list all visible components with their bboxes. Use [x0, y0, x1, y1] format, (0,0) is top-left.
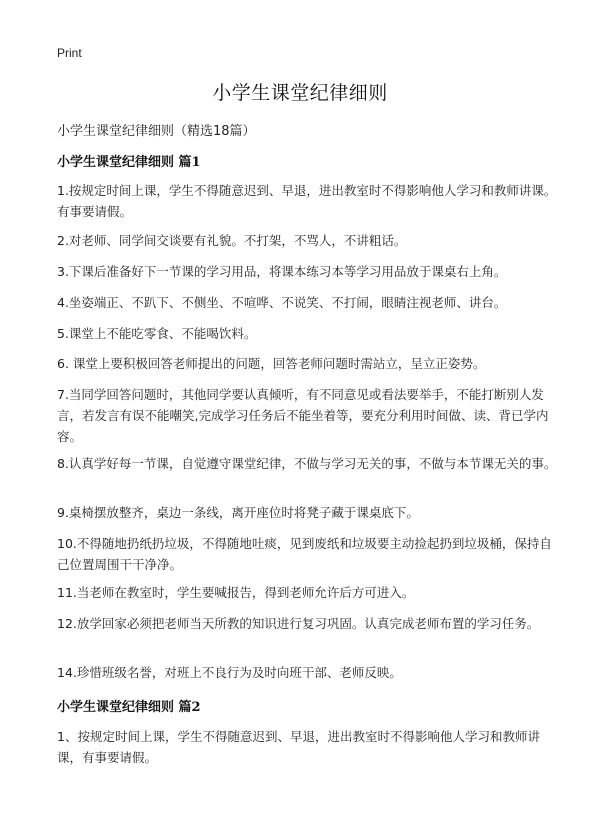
rule-item: 2.对老师、同学间交谈要有礼貌。不打架，不骂人，不讲粗话。	[57, 233, 407, 248]
section-heading-1: 小学生课堂纪律细则 篇1	[57, 155, 201, 170]
rule-item: 10.不得随地扔纸扔垃圾，不得随地吐痰，见到废纸和垃圾要主动捡起扔到垃圾桶，保持自己位置周围干干净净。	[57, 536, 552, 572]
document-subtitle: 小学生课堂纪律细则（精选18篇）	[57, 124, 256, 139]
rule-item: 9.桌椅摆放整齐，桌边一条线，离开座位时将凳子藏于课桌底下。	[57, 505, 419, 520]
rule-item: 7.当同学回答问题时，其他同学要认真倾听，有不同意见或看法要举手，不能打断别人发言，若发言有误不能嘲笑,完成学习任务后不能坐着等，要充分利用时间做、读、背已学内容。	[57, 387, 549, 444]
rule-item: 12.放学回家必须把老师当天所教的知识进行复习巩固。认真完成老师布置的学习任务。	[57, 616, 540, 631]
rule-item: 8.认真学好每一节课，自觉遵守课堂纪律，不做与学习无关的事，不做与本节课无关的事。	[57, 456, 557, 471]
rule-item: 4.坐姿端正、不趴下、不侧坐、不喧哗、不说笑、不打闹，眼睛注视老师、讲台。	[57, 295, 507, 310]
print-link[interactable]: Print	[57, 46, 82, 60]
rule-item: 1.按规定时间上课，学生不得随意迟到、早退，进出教室时不得影响他人学习和教师讲课。有事要请假。	[57, 183, 557, 219]
rule-item: 3.下课后准备好下一节课的学习用品，将课本练习本等学习用品放于课桌右上角。	[57, 264, 507, 279]
section-heading-2: 小学生课堂纪律细则 篇2	[57, 700, 201, 715]
rule-item: 1、按规定时间上课，学生不得随意迟到、早退，进出教室时不得影响他人学习和教师讲课，有事要请假。	[57, 729, 540, 765]
rule-item: 6. 课堂上要积极回答老师提出的问题，回答老师问题时需站立，呈立正姿势。	[57, 356, 486, 371]
rule-item: 11.当老师在教室时，学生要喊报告，得到老师允许后方可进入。	[57, 585, 415, 600]
page-title: 小学生课堂纪律细则	[212, 82, 388, 104]
rule-item: 14.珍惜班级名誉，对班上不良行为及时向班干部、老师反映。	[57, 665, 402, 680]
rule-item: 5.课堂上不能吃零食、不能喝饮料。	[57, 326, 257, 341]
